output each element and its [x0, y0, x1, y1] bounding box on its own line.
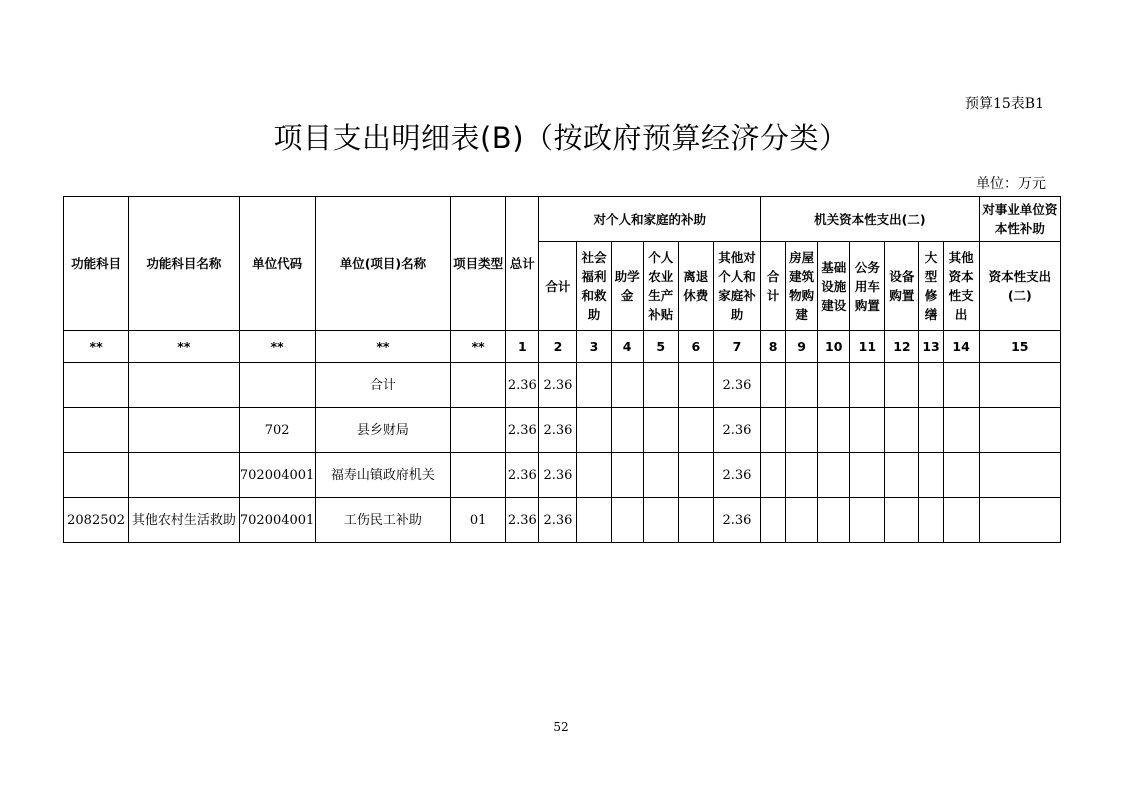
index-cell: 15	[979, 331, 1060, 363]
project-type-cell	[451, 453, 506, 498]
header-capital-sub: 大型修缮	[919, 242, 943, 331]
empty-cell	[850, 408, 885, 453]
header-personal-sub: 合计	[539, 242, 577, 331]
page-title: 项目支出明细表(B)（按政府预算经济分类）	[273, 121, 849, 155]
empty-cell	[943, 363, 979, 408]
func-code-cell	[64, 453, 129, 498]
empty-cell	[643, 453, 678, 498]
unit-code-cell: 702004001	[239, 453, 315, 498]
index-cell: **	[239, 331, 315, 363]
personal-total-cell: 2.36	[539, 498, 577, 543]
empty-cell	[643, 498, 678, 543]
empty-cell	[850, 453, 885, 498]
empty-cell	[885, 453, 919, 498]
index-cell: 8	[761, 331, 786, 363]
empty-cell	[786, 498, 818, 543]
header-unit-project-name: 单位(项目)名称	[315, 197, 450, 331]
table-row	[64, 498, 1061, 543]
unit-code-cell: 702	[239, 408, 315, 453]
header-capital-sub: 公务用车购置	[850, 242, 885, 331]
empty-cell	[943, 498, 979, 543]
unit-project-name-cell: 福寿山镇政府机关	[315, 453, 450, 498]
empty-cell	[979, 498, 1060, 543]
index-cell: 6	[678, 331, 713, 363]
empty-cell	[885, 363, 919, 408]
table-row	[64, 363, 1061, 408]
header-project-type: 项目类型	[451, 197, 506, 331]
table-row	[64, 408, 1061, 453]
unit-project-name-cell: 合计	[315, 363, 450, 408]
header-unit-code: 单位代码	[239, 197, 315, 331]
header-func-subject: 功能科目	[64, 197, 129, 331]
empty-cell	[611, 498, 643, 543]
header-capital-sub: 基础设施建设	[818, 242, 850, 331]
index-cell: 12	[885, 331, 919, 363]
empty-cell	[850, 498, 885, 543]
func-code-cell	[64, 363, 129, 408]
form-code: 预算15表B1	[964, 96, 1044, 112]
other-personal-cell: 2.36	[713, 408, 760, 453]
total-cell: 2.36	[506, 498, 539, 543]
empty-cell	[786, 453, 818, 498]
unit-label: 单位：万元	[976, 176, 1046, 192]
total-cell: 2.36	[506, 453, 539, 498]
empty-cell	[577, 363, 611, 408]
index-cell: **	[129, 331, 239, 363]
func-code-cell	[64, 408, 129, 453]
func-name-cell: 其他农村生活救助	[129, 498, 239, 543]
project-type-cell: 01	[451, 498, 506, 543]
project-type-cell	[451, 408, 506, 453]
empty-cell	[577, 498, 611, 543]
other-personal-cell: 2.36	[713, 498, 760, 543]
header-personal-sub: 个人农业生产补贴	[643, 242, 678, 331]
other-personal-cell: 2.36	[713, 453, 760, 498]
header-row-1	[64, 197, 1061, 242]
empty-cell	[885, 498, 919, 543]
table-row	[64, 453, 1061, 498]
header-personal-sub: 助学金	[611, 242, 643, 331]
index-cell: 2	[539, 331, 577, 363]
empty-cell	[678, 408, 713, 453]
unit-project-name-cell: 工伤民工补助	[315, 498, 450, 543]
empty-cell	[919, 453, 943, 498]
func-name-cell	[129, 408, 239, 453]
empty-cell	[943, 408, 979, 453]
index-cell: 1	[506, 331, 539, 363]
empty-cell	[818, 363, 850, 408]
index-cell: 9	[786, 331, 818, 363]
empty-cell	[611, 453, 643, 498]
empty-cell	[979, 408, 1060, 453]
empty-cell	[611, 408, 643, 453]
header-group-personal: 对个人和家庭的补助	[539, 197, 761, 242]
empty-cell	[678, 363, 713, 408]
header-personal-sub: 离退休费	[678, 242, 713, 331]
header-personal-sub: 其他对个人和家庭补助	[713, 242, 760, 331]
empty-cell	[761, 453, 786, 498]
index-cell: 10	[818, 331, 850, 363]
index-cell: 5	[643, 331, 678, 363]
personal-total-cell: 2.36	[539, 408, 577, 453]
header-total: 总计	[506, 197, 539, 331]
index-cell: 14	[943, 331, 979, 363]
empty-cell	[786, 363, 818, 408]
empty-cell	[761, 498, 786, 543]
unit-code-cell: 702004001	[239, 498, 315, 543]
empty-cell	[643, 363, 678, 408]
empty-cell	[979, 363, 1060, 408]
func-code-cell: 2082502	[64, 498, 129, 543]
header-capital-sub: 设备购置	[885, 242, 919, 331]
func-name-cell	[129, 363, 239, 408]
empty-cell	[786, 408, 818, 453]
empty-cell	[761, 363, 786, 408]
empty-cell	[919, 363, 943, 408]
index-cell: 3	[577, 331, 611, 363]
index-cell: 4	[611, 331, 643, 363]
unit-code-cell	[239, 363, 315, 408]
unit-project-name-cell: 县乡财局	[315, 408, 450, 453]
index-cell: 13	[919, 331, 943, 363]
func-name-cell	[129, 453, 239, 498]
header-capital-sub: 其他资本性支出	[943, 242, 979, 331]
index-cell: **	[315, 331, 450, 363]
header-capital-sub: 房屋建筑物购建	[786, 242, 818, 331]
other-personal-cell: 2.36	[713, 363, 760, 408]
empty-cell	[761, 408, 786, 453]
empty-cell	[979, 453, 1060, 498]
header-group-capital: 机关资本性支出(二)	[761, 197, 980, 242]
empty-cell	[850, 363, 885, 408]
expenditure-table	[63, 196, 1061, 543]
empty-cell	[577, 453, 611, 498]
empty-cell	[818, 408, 850, 453]
empty-cell	[943, 453, 979, 498]
header-capital-sub: 合计	[761, 242, 786, 331]
total-cell: 2.36	[506, 363, 539, 408]
index-cell: **	[64, 331, 129, 363]
header-personal-sub: 社会福利和救助	[577, 242, 611, 331]
personal-total-cell: 2.36	[539, 363, 577, 408]
header-public-unit-sub: 资本性支出(二)	[979, 242, 1060, 331]
index-cell: 11	[850, 331, 885, 363]
header-func-subject-name: 功能科目名称	[129, 197, 239, 331]
page-number: 52	[553, 720, 569, 734]
empty-cell	[678, 498, 713, 543]
empty-cell	[919, 498, 943, 543]
project-type-cell	[451, 363, 506, 408]
empty-cell	[611, 363, 643, 408]
total-cell: 2.36	[506, 408, 539, 453]
empty-cell	[919, 408, 943, 453]
empty-cell	[818, 498, 850, 543]
index-cell: 7	[713, 331, 760, 363]
empty-cell	[678, 453, 713, 498]
empty-cell	[643, 408, 678, 453]
empty-cell	[885, 408, 919, 453]
header-group-public-unit: 对事业单位资本性补助	[979, 197, 1060, 242]
index-row	[64, 331, 1061, 363]
empty-cell	[818, 453, 850, 498]
empty-cell	[577, 408, 611, 453]
index-cell: **	[451, 331, 506, 363]
personal-total-cell: 2.36	[539, 453, 577, 498]
